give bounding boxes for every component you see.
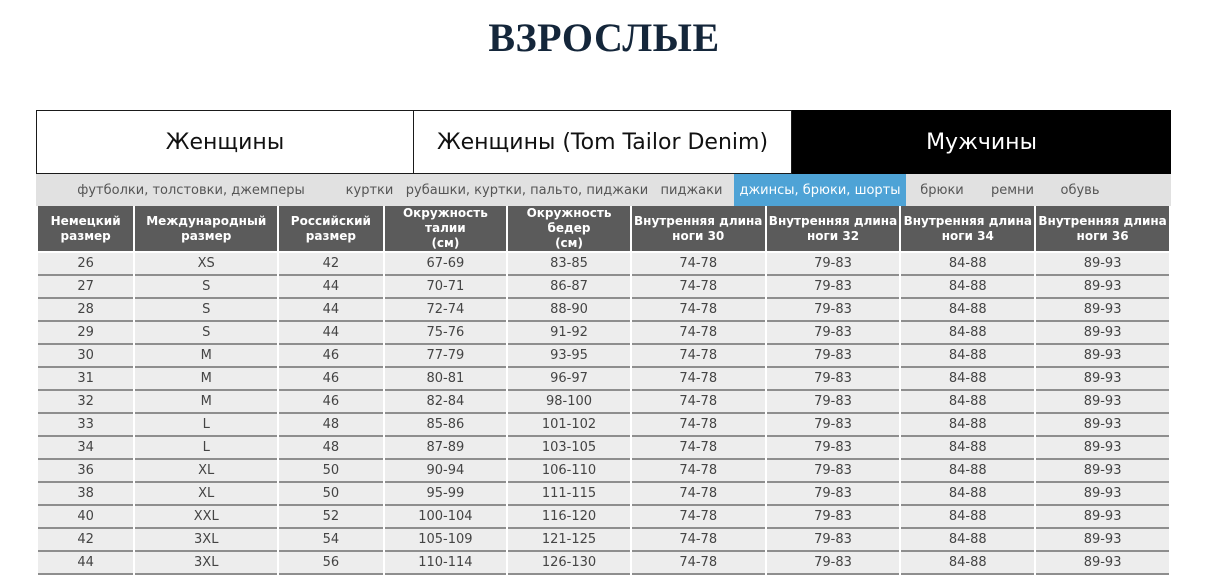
column-header-line: размер: [305, 228, 356, 243]
table-cell: 80-81: [385, 368, 507, 391]
table-cell: 74-78: [632, 437, 765, 460]
column-header: [135, 206, 277, 253]
table-cell: 85-86: [385, 414, 507, 437]
column-header-line: ноги 30: [672, 228, 725, 243]
table-row: [38, 345, 1169, 368]
table-row: [38, 391, 1169, 414]
table-cell: 79-83: [767, 322, 900, 345]
table-cell: 89-93: [1036, 414, 1169, 437]
subcategory-bar: [36, 174, 1171, 206]
table-cell: 74-78: [632, 460, 765, 483]
table-row: [38, 529, 1169, 552]
table-cell: 103-105: [508, 437, 630, 460]
table-cell: 84-88: [901, 483, 1034, 506]
table-cell: 77-79: [385, 345, 507, 368]
subcategory-jackets[interactable]: куртки: [345, 182, 394, 198]
table-cell: 3XL: [135, 529, 277, 552]
table-cell: 79-83: [767, 414, 900, 437]
table-cell: L: [135, 414, 277, 437]
table-cell: 27: [38, 276, 133, 299]
table-cell: XXL: [135, 506, 277, 529]
table-cell: 84-88: [901, 299, 1034, 322]
table-cell: 89-93: [1036, 322, 1169, 345]
table-cell: L: [135, 437, 277, 460]
subcategory-tshirts-sweatshirts-jumpers[interactable]: футболки, толстовки, джемперы: [77, 182, 305, 198]
table-cell: 79-83: [767, 437, 900, 460]
table-cell: 72-74: [385, 299, 507, 322]
table-cell: 86-87: [508, 276, 630, 299]
column-header-line: Внутренняя длина: [634, 213, 763, 228]
table-cell: 31: [38, 368, 133, 391]
table-cell: 79-83: [767, 529, 900, 552]
column-header: [508, 206, 630, 253]
table-cell: 70-71: [385, 276, 507, 299]
table-cell: 54: [279, 529, 382, 552]
table-cell: 74-78: [632, 483, 765, 506]
table-cell: 75-76: [385, 322, 507, 345]
subcategory-blazers[interactable]: пиджаки: [660, 182, 723, 198]
table-cell: 50: [279, 483, 382, 506]
table-cell: 82-84: [385, 391, 507, 414]
table-cell: 74-78: [632, 391, 765, 414]
subcategory-trousers[interactable]: брюки: [920, 182, 964, 198]
table-cell: 126-130: [508, 552, 630, 575]
column-header-line: ноги 32: [806, 228, 860, 243]
table-cell: 110-114: [385, 552, 507, 575]
table-cell: 89-93: [1036, 529, 1169, 552]
table-header: [38, 206, 1169, 253]
column-header-line: (см): [431, 236, 460, 250]
column-header-line: Окружность бедер: [526, 206, 612, 235]
table-cell: 89-93: [1036, 460, 1169, 483]
table-cell: 34: [38, 437, 133, 460]
column-header-line: Немецкий: [50, 213, 121, 228]
tab-women[interactable]: Женщины: [36, 110, 414, 174]
column-header: [767, 206, 900, 253]
column-header-line: размер: [181, 228, 232, 243]
table-cell: 89-93: [1036, 552, 1169, 575]
table-cell: 33: [38, 414, 133, 437]
table-cell: 84-88: [901, 368, 1034, 391]
table-cell: S: [135, 299, 277, 322]
table-cell: 44: [38, 552, 133, 575]
table-cell: 88-90: [508, 299, 630, 322]
table-cell: M: [135, 391, 277, 414]
table-row: [38, 414, 1169, 437]
table-row: [38, 460, 1169, 483]
table-cell: 84-88: [901, 529, 1034, 552]
table-cell: 89-93: [1036, 276, 1169, 299]
table-cell: 46: [279, 345, 382, 368]
table-cell: 79-83: [767, 506, 900, 529]
table-cell: 83-85: [508, 253, 630, 276]
column-header: [38, 206, 133, 253]
table-cell: 50: [279, 460, 382, 483]
table-cell: 42: [38, 529, 133, 552]
table-cell: 84-88: [901, 437, 1034, 460]
column-header-line: размер: [60, 228, 111, 243]
table-cell: 74-78: [632, 322, 765, 345]
table-cell: 84-88: [901, 322, 1034, 345]
table-cell: 42: [279, 253, 382, 276]
table-cell: 95-99: [385, 483, 507, 506]
table-cell: 79-83: [767, 345, 900, 368]
table-cell: XL: [135, 483, 277, 506]
table-cell: 105-109: [385, 529, 507, 552]
table-cell: 89-93: [1036, 483, 1169, 506]
column-header-line: Российский: [290, 213, 371, 228]
table-cell: XS: [135, 253, 277, 276]
table-cell: 46: [279, 368, 382, 391]
table-row: [38, 506, 1169, 529]
column-header-line: Окружность талии: [402, 206, 488, 235]
column-header-line: ноги 36: [1076, 228, 1129, 243]
table-row: [38, 437, 1169, 460]
table-cell: 56: [279, 552, 382, 575]
table-cell: 26: [38, 253, 133, 276]
table-row: [38, 299, 1169, 322]
subcategory-shoes[interactable]: обувь: [1060, 182, 1100, 198]
table-cell: 48: [279, 414, 382, 437]
table-cell: 40: [38, 506, 133, 529]
table-cell: M: [135, 368, 277, 391]
table-cell: 3XL: [135, 552, 277, 575]
column-header: [385, 206, 507, 253]
table-cell: 96-97: [508, 368, 630, 391]
table-cell: 84-88: [901, 391, 1034, 414]
table-cell: 38: [38, 483, 133, 506]
table-cell: 74-78: [632, 345, 765, 368]
column-header: [1036, 206, 1169, 253]
table-row: [38, 368, 1169, 391]
table-cell: 84-88: [901, 414, 1034, 437]
table-cell: 36: [38, 460, 133, 483]
table-cell: 89-93: [1036, 299, 1169, 322]
table-cell: 74-78: [632, 552, 765, 575]
table-cell: 79-83: [767, 368, 900, 391]
table-cell: 32: [38, 391, 133, 414]
table-cell: 116-120: [508, 506, 630, 529]
table-cell: 100-104: [385, 506, 507, 529]
table-cell: 74-78: [632, 299, 765, 322]
size-table: [36, 206, 1171, 575]
table-cell: 84-88: [901, 506, 1034, 529]
tab-women-tom-tailor-denim[interactable]: Женщины (Tom Tailor Denim): [414, 110, 792, 174]
page-title: ВЗРОСЛЫЕ: [488, 15, 720, 60]
column-header: [901, 206, 1034, 253]
table-cell: 90-94: [385, 460, 507, 483]
table-cell: 46: [279, 391, 382, 414]
table-cell: 84-88: [901, 253, 1034, 276]
table-cell: 79-83: [767, 253, 900, 276]
table-row: [38, 276, 1169, 299]
table-cell: 89-93: [1036, 437, 1169, 460]
table-cell: 74-78: [632, 414, 765, 437]
table-cell: 84-88: [901, 552, 1034, 575]
table-cell: 84-88: [901, 460, 1034, 483]
subcategory-belts[interactable]: ремни: [990, 182, 1034, 198]
table-cell: 84-88: [901, 276, 1034, 299]
table-body: [38, 253, 1169, 575]
table-cell: 44: [279, 299, 382, 322]
table-cell: 67-69: [385, 253, 507, 276]
table-cell: 74-78: [632, 253, 765, 276]
table-cell: 79-83: [767, 276, 900, 299]
gender-tabs: [36, 110, 1171, 174]
table-cell: 48: [279, 437, 382, 460]
table-cell: 44: [279, 276, 382, 299]
table-cell: 89-93: [1036, 506, 1169, 529]
table-cell: 52: [279, 506, 382, 529]
column-header-line: Внутренняя длина: [903, 213, 1032, 228]
subcategory-shirts-jackets-coats-blazers[interactable]: рубашки, куртки, пальто, пиджаки: [405, 182, 649, 198]
table-row: [38, 483, 1169, 506]
table-cell: 89-93: [1036, 345, 1169, 368]
subcategory-jeans-trousers-shorts[interactable]: джинсы, брюки, шорты: [734, 174, 906, 206]
table-cell: 74-78: [632, 276, 765, 299]
table-cell: S: [135, 322, 277, 345]
table-cell: 84-88: [901, 345, 1034, 368]
table-cell: 74-78: [632, 506, 765, 529]
table-cell: 87-89: [385, 437, 507, 460]
table-cell: 30: [38, 345, 133, 368]
column-header-line: Внутренняя длина: [1038, 213, 1167, 228]
column-header-line: ноги 34: [941, 228, 994, 243]
table-cell: M: [135, 345, 277, 368]
table-cell: XL: [135, 460, 277, 483]
table-cell: 29: [38, 322, 133, 345]
table-cell: 98-100: [508, 391, 630, 414]
table-row: [38, 322, 1169, 345]
table-cell: 101-102: [508, 414, 630, 437]
column-header: [632, 206, 765, 253]
table-cell: 89-93: [1036, 253, 1169, 276]
table-cell: 89-93: [1036, 391, 1169, 414]
table-cell: 106-110: [508, 460, 630, 483]
column-header-line: (см): [555, 236, 583, 250]
table-cell: S: [135, 276, 277, 299]
table-cell: 74-78: [632, 529, 765, 552]
table-cell: 111-115: [508, 483, 630, 506]
table-cell: 79-83: [767, 552, 900, 575]
table-row: [38, 552, 1169, 575]
column-header: [279, 206, 382, 253]
table-cell: 121-125: [508, 529, 630, 552]
table-cell: 28: [38, 299, 133, 322]
table-cell: 91-92: [508, 322, 630, 345]
table-cell: 79-83: [767, 391, 900, 414]
table-cell: 93-95: [508, 345, 630, 368]
table-cell: 74-78: [632, 368, 765, 391]
column-header-line: Международный: [146, 213, 267, 228]
header-row: [38, 206, 1169, 253]
table-cell: 44: [279, 322, 382, 345]
table-cell: 89-93: [1036, 368, 1169, 391]
table-cell: 79-83: [767, 483, 900, 506]
tab-men[interactable]: Мужчины: [792, 110, 1171, 174]
table-cell: 79-83: [767, 299, 900, 322]
table-cell: 79-83: [767, 460, 900, 483]
column-header-line: Внутренняя длина: [768, 213, 898, 228]
table-row: [38, 253, 1169, 276]
